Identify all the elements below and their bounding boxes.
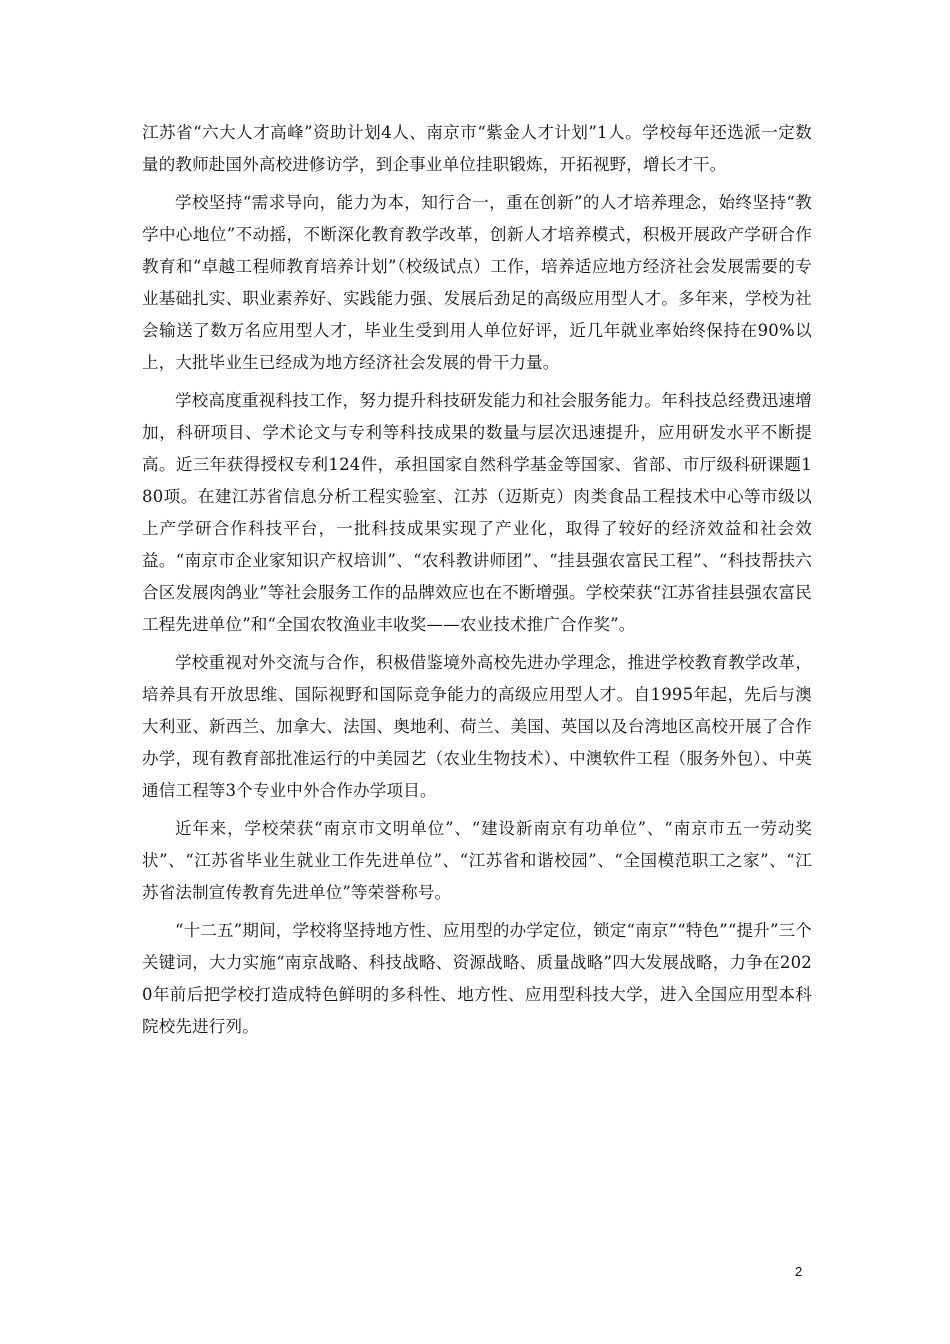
paragraph-honors: 近年来，学校荣获“南京市文明单位”、“建设新南京有功单位”、“南京市五一劳动奖状”、“江苏省毕业生就业工作先进单位”、“江苏省和谐校园”、“全国模范职工之家”、“江苏省法制宣传教育先进单位”等荣誉称号。 [142, 819, 812, 902]
paragraph-talent-programs: 江苏省“六大人才高峰”资助计划4人、南京市“紫金人才计划”1人。学校每年还选派一定数量的教师赴国外高校进修访学，到企事业单位挂职锻炼，开拓视野，增长才干。 [142, 123, 812, 174]
paragraph-science-technology: 学校高度重视科技工作，努力提升科技研发能力和社会服务能力。年科技总经费迅速增加，科研项目、学术论文与专利等科技成果的数量与层次迅速提升，应用研发水平不断提高。近三年获得授权专利124件，承担国家自然科学基金等国家、省部、市厅级科研课题180项。在建江苏省信息分析工程实验室、江苏（迈斯克）肉类食品工程技术中心等市级以上产学研合作科技平台，一批科技成果实现了产业化，取得了较好的经济效益和社会效益。“南京市企业家知识产权培训”、“农科教讲师团”、“挂县强农富民工程”、“科技帮扶六合区发展肉鸽业”等社会服务工作的品牌效应也在不断增强。学校荣获“江苏省挂县强农富民工程先进单位”和“全国农牧渔业丰收奖——农业技术推广合作奖”。 [142, 391, 812, 634]
paragraph-talent-cultivation: 学校坚持“需求导向，能力为本，知行合一，重在创新”的人才培养理念，始终坚持“教学中心地位”不动摇，不断深化教育教学改革，创新人才培养模式，积极开展政产学研合作教育和“卓越工程师教育培养计划”（校级试点）工作，培养适应地方经济社会发展需要的专业基础扎实、职业素养好、实践能力强、发展后劲足的高级应用型人才。多年来，学校为社会输送了数万名应用型人才，毕业生受到用人单位好评，近几年就业率始终保持在90%以上，大批毕业生已经成为地方经济社会发展的骨干力量。 [142, 193, 812, 372]
paragraph-development-plan: “十二五”期间，学校将坚持地方性、应用型的办学定位，锁定“南京”“特色”“提升”三个关键词，大力实施“南京战略、科技战略、资源战略、质量战略”四大发展战略，力争在2020年前后把学校打造成特色鲜明的多科性、地方性、应用型科技大学，进入全国应用型本科院校先进行列。 [142, 921, 812, 1036]
page-number: 2 [795, 1264, 803, 1279]
document-body [142, 117, 812, 1043]
paragraph-international-cooperation: 学校重视对外交流与合作，积极借鉴境外高校先进办学理念，推进学校教育教学改革，培养具有开放思维、国际视野和国际竞争能力的高级应用型人才。自1995年起，先后与澳大利亚、新西兰、加拿大、法国、奥地利、荷兰、美国、英国以及台湾地区高校开展了合作办学，现有教育部批准运行的中美园艺（农业生物技术）、中澳软件工程（服务外包）、中英通信工程等3个专业中外合作办学项目。 [142, 653, 812, 800]
